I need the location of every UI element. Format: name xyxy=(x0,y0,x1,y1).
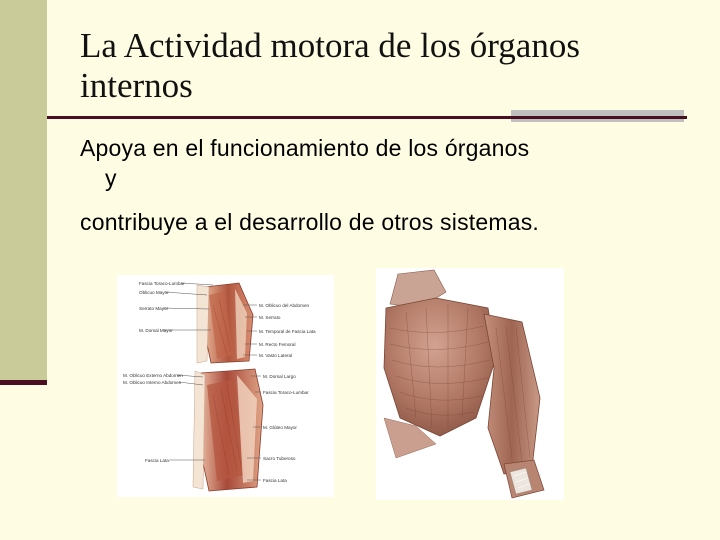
diagram-label: Fascia Lata xyxy=(263,478,287,483)
diagram-label: M. Dorsal Mayor xyxy=(139,328,173,333)
diagram-label: Oblicuo Mayor xyxy=(139,290,169,295)
upper-arm-shape xyxy=(484,314,540,474)
diagram-label: M. Recto Femoral xyxy=(259,342,296,347)
diagram-label: M. Temporal de Fascia Lata xyxy=(259,329,316,334)
shoulder-muscle-svg xyxy=(376,268,564,500)
body-line-3: contribuye a el desarrollo de otros sistemas. xyxy=(80,209,539,235)
slide-body xyxy=(80,133,710,237)
slide-title: La Actividad motora de los órganos internos xyxy=(80,26,580,105)
decorative-band-underline xyxy=(0,380,47,385)
shoulder-muscle-image xyxy=(376,268,564,500)
diagram-label: M. Oblicuo Interno Abdomen xyxy=(123,380,182,385)
diagram-label: Fascia Toraco-Lumbar xyxy=(139,281,185,286)
decorative-left-band xyxy=(0,0,47,382)
diagram-label: Fascia Toraco-Lumbar xyxy=(263,390,309,395)
diagram-label: M. Serrato xyxy=(259,315,281,320)
diagram-label: M. Glúteo Mayor xyxy=(263,425,297,430)
body-line-1: Apoya en el funcionamiento de los órganos xyxy=(80,135,530,161)
anatomical-diagram-svg xyxy=(117,275,334,497)
diagram-label: Sacro Tuberoso xyxy=(263,456,296,461)
title-divider xyxy=(47,116,687,119)
diagram-label: M. Oblicuo Externo Abdomen xyxy=(123,373,183,378)
diagram-label: Serrato Mayor xyxy=(139,306,169,311)
body-line-2: y xyxy=(105,165,117,191)
anatomical-diagram-image xyxy=(117,275,334,497)
diagram-label: M. Oblicuo del Abdomen xyxy=(259,303,310,308)
diagram-label: M. Dorsal Largo xyxy=(263,374,296,379)
diagram-label: Fascia Lata xyxy=(145,458,169,463)
diagram-label: M. Vasto Lateral xyxy=(259,353,293,358)
